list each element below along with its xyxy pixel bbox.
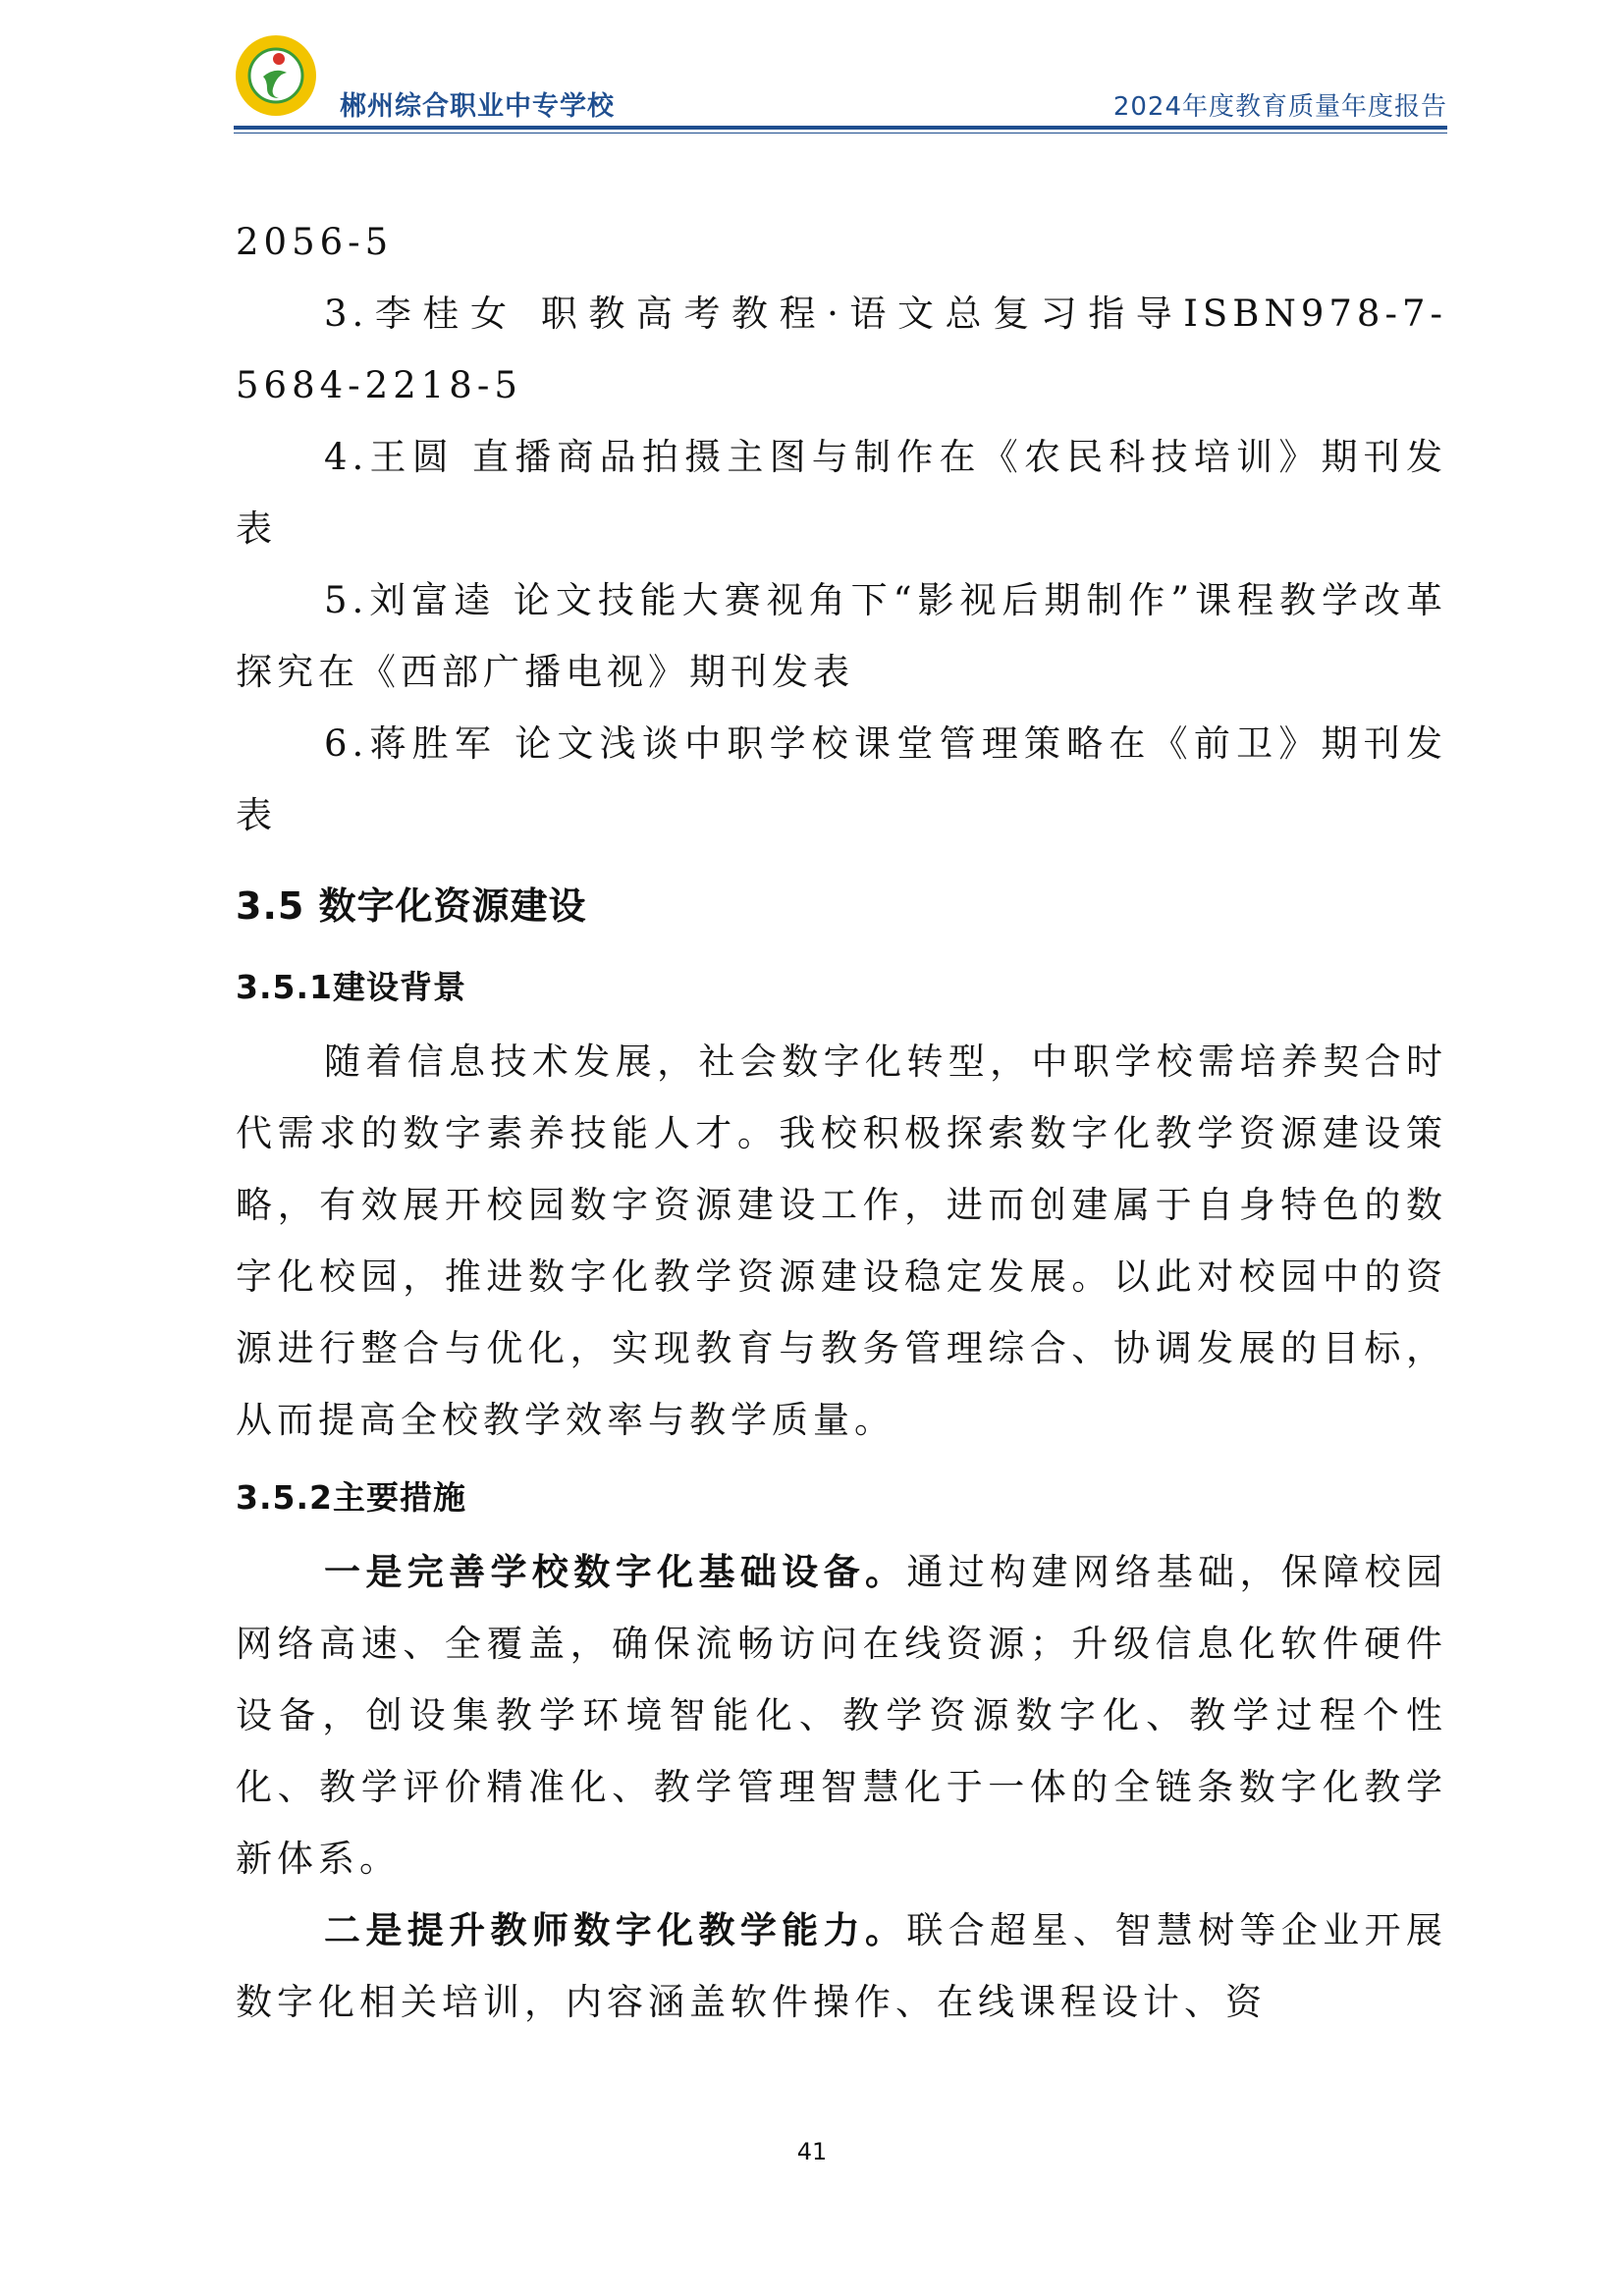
line-continuation: 2056-5 — [236, 221, 394, 263]
measure-paragraph-2 — [236, 1895, 1447, 2038]
school-name: 郴州综合职业中专学校 — [340, 91, 615, 122]
header-rule-thick — [234, 126, 1447, 130]
background-paragraph: 随着信息技术发展，社会数字化转型，中职学校需培养契合时代需求的数字素养技能人才。我校积极探索数字化教学资源建设策略，有效展开校园数字资源建设工作，进而创建属于自身特色的数字化校园，推进数字化教学资源建设稳定发展。以此对校园中的资源进行整合与优化，实现教育与教务管理综合、协调发展的目标，从而提高全校教学效率与教学质量。 — [236, 1041, 1447, 1441]
section-title: 3.5 数字化资源建设 — [236, 884, 587, 928]
list-item: 5.刘富逵 论文技能大赛视角下“影视后期制作”课程教学改革探究在《西部广播电视》期刊发表 — [236, 579, 1447, 693]
page-content — [236, 206, 1447, 2038]
page-header — [234, 29, 1447, 137]
subsection-title-background: 3.5.1建设背景 — [236, 968, 466, 1006]
school-logo-icon — [234, 33, 318, 118]
list-item: 3.李桂女 职教高考教程·语文总复习指导ISBN978-7-5684-2218-5 — [236, 293, 1447, 406]
subsection-title-measures: 3.5.2主要措施 — [236, 1478, 466, 1517]
measure-text-2: 联合超星、智慧树等企业开展数字化相关培训，内容涵盖软件操作、在线课程设计、资 — [236, 1909, 1448, 2023]
measure-lead-2: 二是提升教师数字化教学能力。 — [324, 1909, 907, 1951]
report-title: 2024年度教育质量年度报告 — [1112, 92, 1447, 122]
measure-text-1: 通过构建网络基础，保障校园网络高速、全覆盖，确保流畅访问在线资源；升级信息化软件硬件设备，创设集教学环境智能化、教学资源数字化、教学过程个性化、教学评价精准化、教学管理智慧化于一体的全链条数字化教学新体系。 — [236, 1551, 1448, 1880]
measure-paragraph-1 — [236, 1536, 1447, 1895]
measure-lead-1: 一是完善学校数字化基础设备。 — [324, 1551, 907, 1593]
page-number: 41 — [796, 2138, 828, 2165]
list-item: 4.王圆 直播商品拍摄主图与制作在《农民科技培训》期刊发表 — [236, 436, 1447, 550]
list-item: 6.蒋胜军 论文浅谈中职学校课堂管理策略在《前卫》期刊发表 — [236, 722, 1447, 836]
